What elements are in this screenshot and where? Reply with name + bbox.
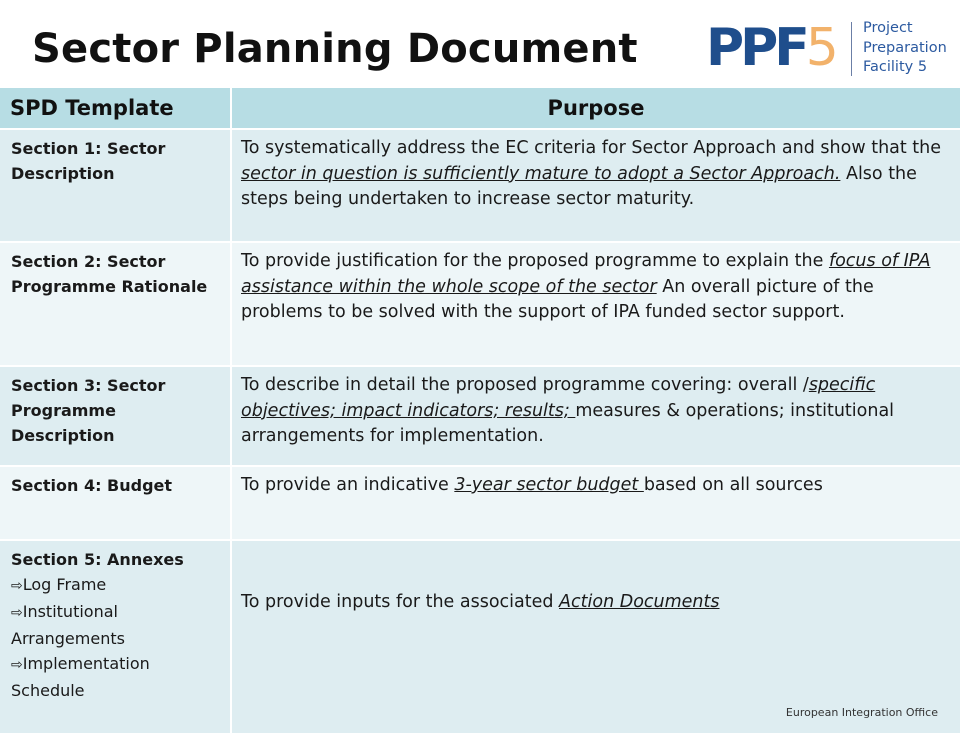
logo-line-2: Preparation [863,39,947,56]
table-header-row [0,88,960,129]
logo-mark-letters: PPF [706,18,806,78]
annex-item [11,572,220,599]
table-row [0,366,960,466]
purpose-cell [231,366,960,466]
purpose-cell [231,466,960,540]
purpose-text: To provide an indicative [241,475,455,495]
purpose-cell [231,129,960,242]
purpose-emphasis: specific objectives; impact indicators; results; [241,375,876,421]
table-row [0,242,960,366]
annex-item-label: Implementation Schedule [11,654,150,700]
logo-divider [851,22,852,76]
arrow-bullet-icon: ⇨ [11,578,23,594]
purpose-cell [231,540,960,734]
page-title: Sector Planning Document [32,26,638,72]
purpose-emphasis: Action Documents [559,592,720,612]
purpose-emphasis: sector in question is sufficiently mature to adopt a Sector Approach. [241,163,841,184]
purpose-text: An overall picture of the problems to be solved with the support of IPA funded sector support. [241,276,874,322]
section-cell: Section 2: Sector Programme Rationale [0,242,231,366]
column-header-spd-template: SPD Template [0,88,231,129]
purpose-text: To describe in detail the proposed programme covering: overall / [241,375,809,395]
purpose-line [241,590,952,616]
annex-item [11,651,220,703]
logo-mark-number: 5 [805,18,839,78]
logo-line-1: Project [863,20,913,36]
purpose-text: To systematically address the EC criteria for Sector Approach and show that the [241,138,942,158]
section-title: Section 5: Annexes [11,550,184,569]
table-row [0,540,960,734]
annex-item-label: Institutional Arrangements [11,602,125,648]
section-cell [0,540,231,734]
purpose-cell [231,242,960,366]
spd-table [0,88,960,735]
purpose-text: based on all sources [643,475,823,495]
section-cell: Section 3: Sector Programme Description [0,366,231,466]
purpose-emphasis: focus of IPA assistance within the whole scope of the sector [241,251,931,297]
section-cell: Section 4: Budget [0,466,231,540]
arrow-bullet-icon: ⇨ [11,605,23,621]
section-cell: Section 1: Sector Description [0,129,231,242]
annex-item-label: Log Frame [22,575,107,594]
purpose-text: measures & operations; institutional arrangements for implementation. [241,400,895,446]
arrow-bullet-icon: ⇨ [11,657,23,673]
purpose-text: Also the steps being undertaken to increase sector maturity. [241,163,917,209]
table-row [0,129,960,242]
column-header-purpose: Purpose [231,88,960,129]
logo-mark [706,18,839,78]
purpose-emphasis: 3-year sector budget [454,475,644,495]
logo-wordmark [863,19,947,78]
purpose-text: To provide justification for the proposed programme to explain the [241,251,829,271]
table-row [0,466,960,540]
purpose-text: To provide inputs for the associated [241,592,560,612]
ppf5-logo [706,18,956,82]
footer-office: European Integration Office [785,706,938,719]
logo-line-3: Facility 5 [863,59,928,75]
annex-item [11,599,220,651]
